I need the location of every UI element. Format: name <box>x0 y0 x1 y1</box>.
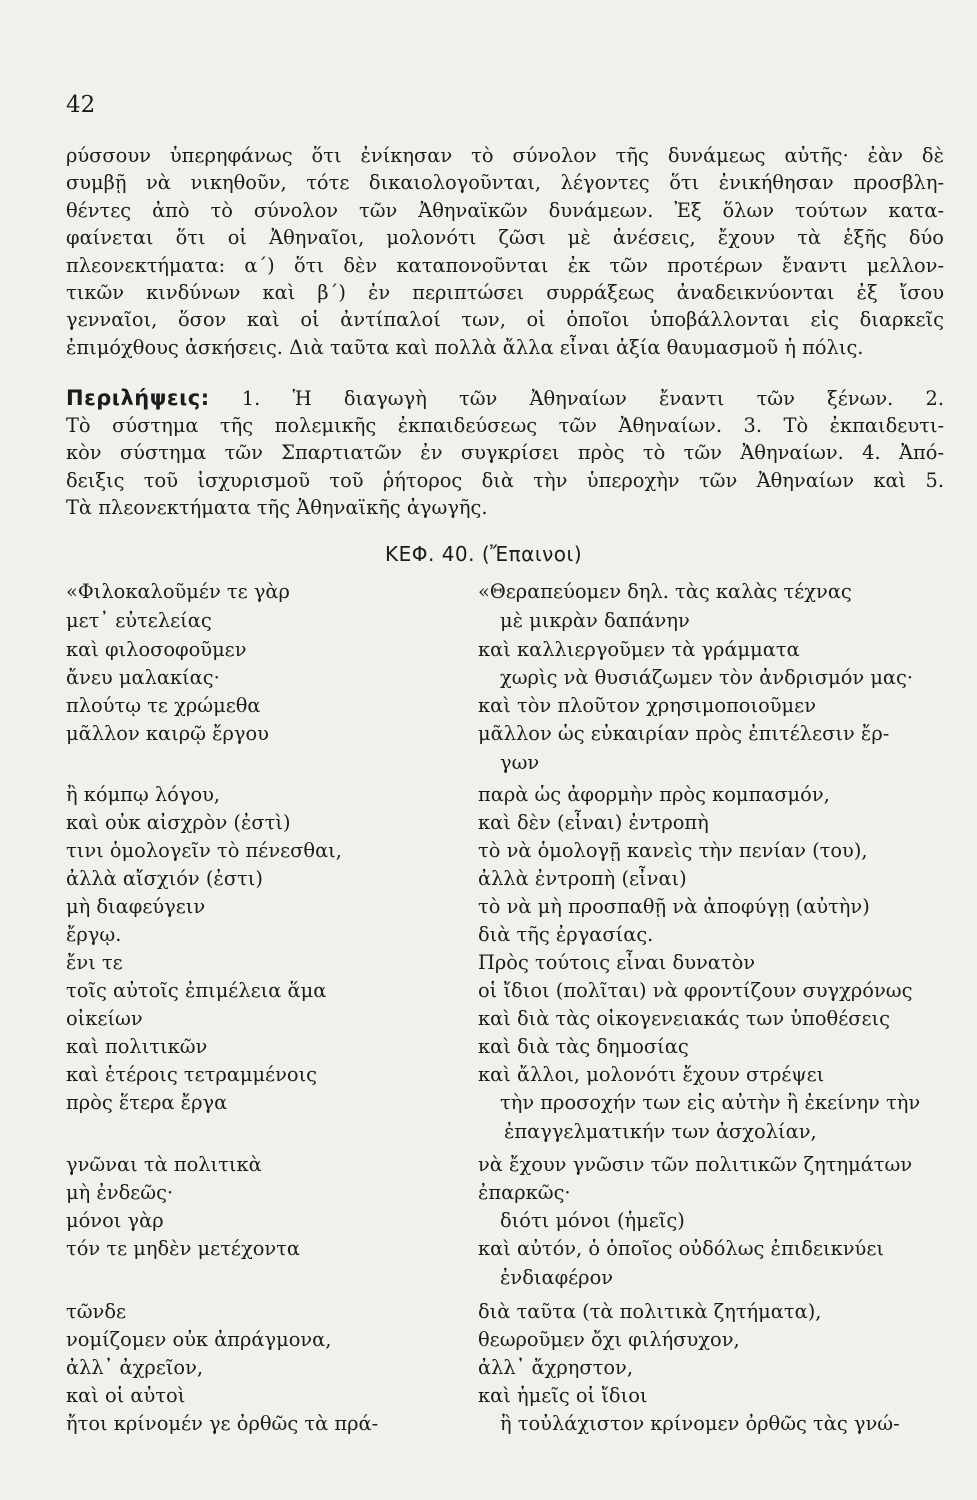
greek-line: καὶ πολιτικῶν <box>66 1035 208 1058</box>
greek-line: μόνοι γὰρ <box>66 1209 164 1232</box>
translation-line: θεωροῦμεν ὄχι φιλήσυχον, <box>478 1328 740 1351</box>
greek-line: ἀλλὰ αἴσχιόν (ἐστι) <box>66 867 263 890</box>
greek-line: καὶ φιλοσοφοῦμεν <box>66 638 247 661</box>
summary-line: Τὸ σύστημα τῆς πολεμικῆς ἐκπαιδεύσεως τῶν Ἀθηναίων. 3. Τὸ ἐκπαιδευτι- <box>66 414 944 438</box>
summary-line: δειξις τοῦ ἰσχυρισμοῦ τοῦ ῥήτορος διὰ τὴν ὑπεροχὴν τῶν Ἀθηναίων καὶ 5. <box>66 468 944 492</box>
translation-line: καὶ δὲν (εἶναι) ἐντροπὴ <box>478 811 709 834</box>
greek-line: ἔργῳ. <box>66 923 122 946</box>
translation-line: καὶ τὸν πλοῦτον χρησιμοποιοῦμεν <box>478 694 816 717</box>
text-line: θέντες ἀπὸ τὸ σύνολον τῶν Ἀθηναϊκῶν δυνάμεων. Ἐξ ὅλων τούτων κατα- <box>66 198 944 222</box>
greek-line: μετ᾽ εὐτελείας <box>66 609 212 632</box>
greek-line: τῶνδε <box>66 1300 127 1323</box>
text-line: ἐπιμόχθους ἀσκήσεις. Διὰ ταῦτα καὶ πολλὰ ἄλλα εἶναι ἀξία θαυμασμοῦ ἡ πόλις. <box>66 335 864 359</box>
translation-line: τὴν προσοχήν των εἰς αὐτὴν ἢ ἐκείνην τὴν <box>500 1091 921 1114</box>
translation-line: νὰ ἔχουν γνῶσιν τῶν πολιτικῶν ζητημάτων <box>478 1153 913 1176</box>
translation-line: καὶ διὰ τὰς οἰκογενειακάς των ὑποθέσεις <box>478 1007 890 1030</box>
greek-line: οἰκείων <box>66 1007 143 1030</box>
greek-line: γνῶναι τὰ πολιτικὰ <box>66 1153 262 1176</box>
translation-line: ἢ τοὐλάχιστον κρίνομεν ὀρθῶς τὰς γνώ- <box>500 1412 900 1435</box>
translation-line: ἐπαγγελματικήν των ἀσχολίαν, <box>504 1120 817 1143</box>
translation-line: διότι μόνοι (ἡμεῖς) <box>500 1209 685 1232</box>
greek-line: μὴ ἐνδεῶς· <box>66 1181 174 1204</box>
chapter-heading: ΚΕΦ. 40. (Ἔπαινοι) <box>385 542 583 566</box>
translation-line: καὶ αὐτόν, ὁ ὁποῖος οὐδόλως ἐπιδεικνύει <box>478 1237 884 1260</box>
greek-line: τοῖς αὐτοῖς ἐπιμέλεια ἅμα <box>66 979 327 1002</box>
translation-line: διὰ ταῦτα (τὰ πολιτικὰ ζητήματα), <box>478 1300 822 1323</box>
greek-line: ἤτοι κρίνομέν γε ὀρθῶς τὰ πρά- <box>66 1412 379 1435</box>
summary-first-line <box>66 385 944 412</box>
greek-line: μὴ διαφεύγειν <box>66 895 206 918</box>
greek-line: ἀλλ᾽ ἀχρεῖον, <box>66 1356 204 1379</box>
translation-line: ἀλλ᾽ ἄχρηστον, <box>478 1356 633 1379</box>
translation-line: Πρὸς τούτοις εἶναι δυνατὸν <box>478 951 756 974</box>
text-line: γενναῖοι, ὅσον καὶ οἱ ἀντίπαλοί των, οἱ ὁποῖοι ὑποβάλλονται εἰς διαρκεῖς <box>66 308 944 332</box>
greek-line: ἄνευ μαλακίας· <box>66 666 220 689</box>
translation-line: χωρὶς νὰ θυσιάζωμεν τὸν ἀνδρισμόν μας· <box>500 666 914 689</box>
greek-line: νομίζομεν οὐκ ἀπράγμονα, <box>66 1328 332 1351</box>
text-line: φαίνεται ὅτι οἱ Ἀθηναῖοι, μολονότι ζῶσι μὲ ἀνέσεις, ἔχουν τὰ ἑξῆς δύο <box>66 226 944 250</box>
intro-paragraph <box>66 142 944 361</box>
page-number: 42 <box>66 92 96 118</box>
summary-label: Περιλήψεις: <box>66 386 210 410</box>
translation-line: ἐπαρκῶς· <box>478 1181 571 1204</box>
text-line: πλεονεκτήματα: α΄) ὅτι δὲν καταπονοῦνται ἐκ τῶν προτέρων ἔναντι μελλον- <box>66 253 944 277</box>
greek-line: καὶ ἑτέροις τετραμμένοις <box>66 1063 318 1086</box>
greek-line: καὶ οὐκ αἰσχρὸν (ἐστὶ) <box>66 811 291 834</box>
translation-line: παρὰ ὡς ἀφορμὴν πρὸς κομπασμόν, <box>478 783 830 806</box>
greek-line: τινι ὁμολογεῖν τὸ πένεσθαι, <box>66 839 342 862</box>
text-line: ρύσσουν ὑπερηφάνως ὅτι ἐνίκησαν τὸ σύνολον τῆς δυνάμεως αὐτῆς· ἐὰν δὲ <box>66 144 944 167</box>
greek-line: «Φιλοκαλοῦμέν τε γὰρ <box>66 580 290 603</box>
translation-line: οἱ ἴδιοι (πολῖται) νὰ φροντίζουν συγχρόνως <box>478 979 913 1002</box>
translation-line: τὸ νὰ μὴ προσπαθῇ νὰ ἀποφύγῃ (αὐτὴν) <box>478 895 870 918</box>
summary-line: Τὰ πλεονεκτήματα τῆς Ἀθηναϊκῆς ἀγωγῆς. <box>66 495 488 519</box>
translation-line: γων <box>500 751 540 774</box>
greek-line: καὶ οἱ αὐτοὶ <box>66 1384 186 1407</box>
translation-line: καὶ καλλιεργοῦμεν τὰ γράμματα <box>478 638 800 661</box>
greek-line: τόν τε μηδὲν μετέχοντα <box>66 1237 300 1260</box>
summary-section <box>66 385 944 521</box>
translation-line: ἐνδιαφέρον <box>500 1266 614 1289</box>
translation-line: καὶ ἡμεῖς οἱ ἴδιοι <box>478 1384 648 1407</box>
translation-line: μᾶλλον ὡς εὐκαιρίαν πρὸς ἐπιτέλεσιν ἔρ- <box>478 722 890 745</box>
translation-line: καὶ διὰ τὰς δημοσίας <box>478 1035 689 1058</box>
text-line: τικῶν κινδύνων καὶ β΄) ἐν περιπτώσει συρράξεως ἀναδεικνύονται ἐξ ἴσου <box>66 281 944 305</box>
summary-text: 1. Ἡ διαγωγὴ τῶν Ἀθηναίων ἔναντι τῶν ξένων. 2. <box>209 387 944 410</box>
translation-line: καὶ ἄλλοι, μολονότι ἔχουν στρέψει <box>478 1063 825 1086</box>
translation-line: ἀλλὰ ἐντροπὴ (εἶναι) <box>478 867 687 890</box>
translation-line: «Θεραπεύομεν δηλ. τὰς καλὰς τέχνας <box>478 580 852 603</box>
greek-line: πρὸς ἕτερα ἔργα <box>66 1091 228 1114</box>
text-line: συμβῇ νὰ νικηθοῦν, τότε δικαιολογοῦνται, λέγοντες ὅτι ἐνικήθησαν προσβλη- <box>66 171 944 195</box>
greek-line: πλούτῳ τε χρώμεθα <box>66 694 261 717</box>
summary-line: κὸν σύστημα τῶν Σπαρτιατῶν ἐν συγκρίσει πρὸς τὸ τῶν Ἀθηναίων. 4. Ἀπό- <box>66 441 944 465</box>
greek-line: μᾶλλον καιρῷ ἔργου <box>66 722 269 745</box>
translation-line: μὲ μικρὰν δαπάνην <box>500 609 690 632</box>
translation-line: τὸ νὰ ὁμολογῇ κανεὶς τὴν πενίαν (του), <box>478 839 868 862</box>
greek-line: ἢ κόμπῳ λόγου, <box>66 783 221 806</box>
greek-line: ἔνι τε <box>66 951 123 974</box>
translation-line: διὰ τῆς ἐργασίας. <box>478 923 654 946</box>
